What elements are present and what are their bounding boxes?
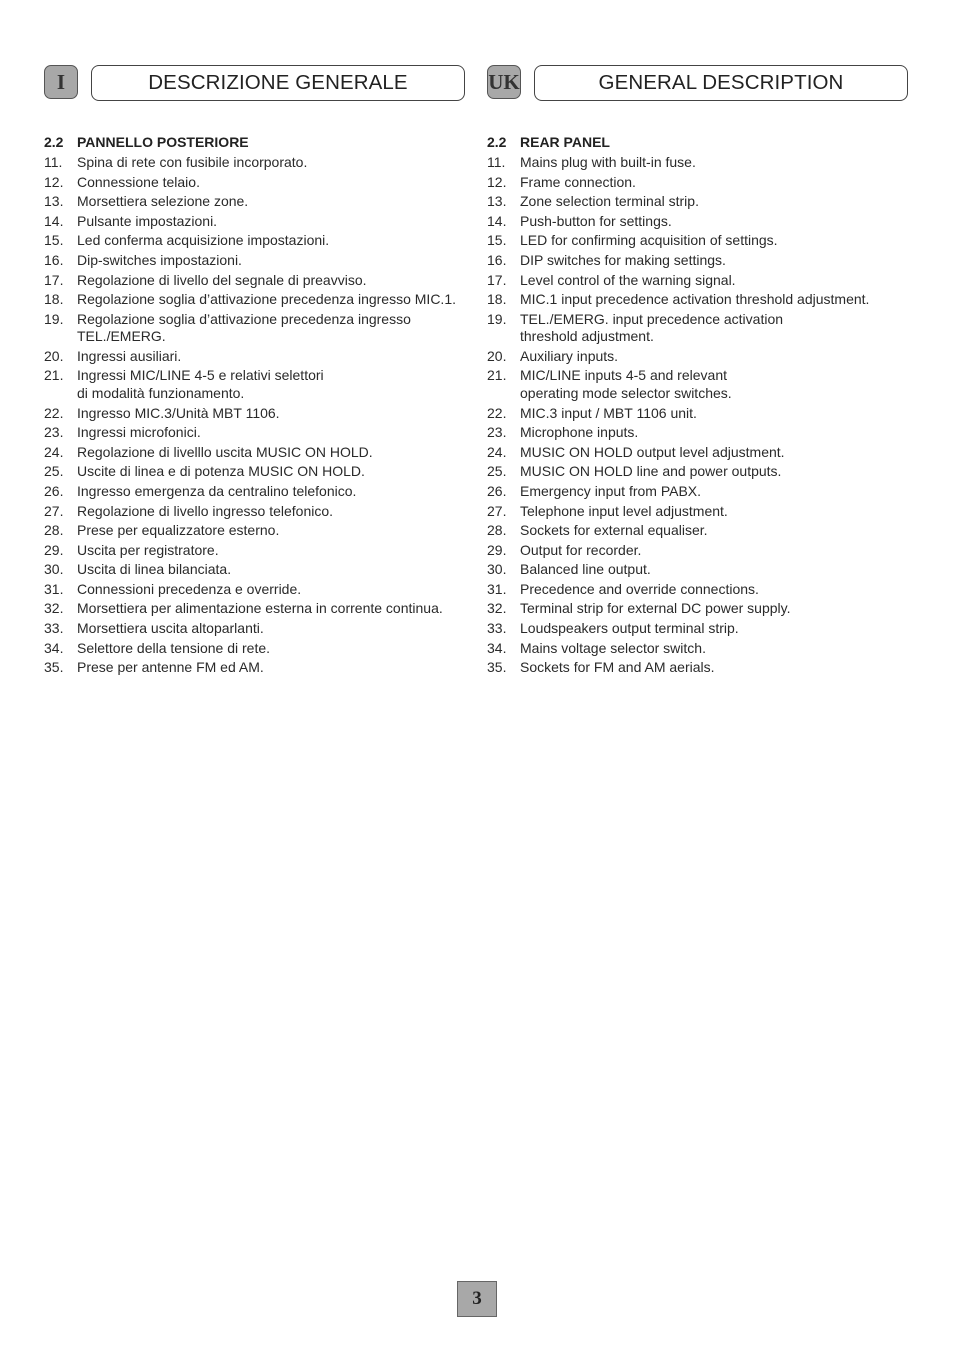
item-number: 19. — [487, 310, 507, 327]
item-text: Spina di rete con fusibile incorporato. — [77, 154, 308, 170]
list-item — [487, 367, 909, 402]
item-text: Balanced line output. — [520, 561, 651, 578]
list-item — [44, 193, 466, 211]
item-text: Regolazione soglia d’attivazione precedenza ingresso MIC.1. — [77, 291, 456, 308]
item-number: 21. — [487, 367, 507, 384]
list-item — [487, 444, 909, 462]
item-number: 12. — [44, 173, 64, 190]
item-text: Terminal strip for external DC power supply. — [520, 600, 791, 617]
item-text: Regolazione soglia d’attivazione precedenza ingresso TEL./EMERG. — [77, 310, 411, 345]
list-item — [44, 213, 466, 231]
list-item — [44, 561, 466, 579]
item-number: 20. — [487, 347, 507, 364]
list-item — [487, 213, 909, 231]
list-item — [44, 522, 466, 540]
list-item — [487, 463, 909, 481]
list-item — [487, 640, 909, 658]
item-number: 35. — [44, 659, 64, 676]
item-number: 27. — [44, 502, 64, 519]
item-number: 14. — [44, 212, 64, 229]
item-number: 26. — [487, 482, 507, 499]
list-item — [487, 581, 909, 599]
item-text: Uscite di linea e di potenza MUSIC ON HOLD. — [77, 463, 365, 480]
item-number: 16. — [44, 251, 64, 268]
subsection-heading-italian — [44, 132, 466, 152]
item-text: Push-button for settings. — [520, 212, 672, 229]
item-number: 18. — [44, 291, 64, 308]
item-text: MIC.3 input / MBT 1106 unit. — [520, 404, 697, 421]
list-item — [487, 252, 909, 270]
item-text: Prese per equalizzatore esterno. — [77, 522, 280, 539]
item-text: Telephone input level adjustment. — [520, 502, 728, 519]
item-number: 17. — [487, 271, 507, 288]
language-badge-english: UK — [487, 65, 521, 99]
item-text: Output for recorder. — [520, 541, 642, 558]
item-text: Loudspeakers output terminal strip. — [520, 620, 739, 637]
list-item — [44, 174, 466, 192]
item-text: Connessioni precedenza e override. — [77, 580, 302, 597]
section-title-english: GENERAL DESCRIPTION — [534, 65, 908, 101]
item-number: 13. — [487, 193, 507, 210]
list-item — [44, 154, 466, 172]
item-text: Precedence and override connections. — [520, 580, 759, 597]
list-item — [44, 367, 466, 402]
item-number: 22. — [44, 404, 64, 421]
item-text: Sockets for external equaliser. — [520, 522, 708, 539]
item-text: MUSIC ON HOLD line and power outputs. — [520, 463, 782, 480]
list-item — [44, 620, 466, 638]
italian-column — [44, 64, 466, 679]
list-item — [487, 311, 909, 346]
item-text: Microphone inputs. — [520, 424, 639, 441]
item-text: Level control of the warning signal. — [520, 271, 736, 288]
item-text: Prese per antenne FM ed AM. — [77, 659, 264, 676]
list-item — [487, 405, 909, 423]
item-text: MIC/LINE inputs 4-5 and relevant operating mode selector switches. — [520, 367, 732, 401]
list-item — [44, 659, 466, 677]
item-number: 23. — [487, 424, 507, 441]
list-item — [487, 232, 909, 250]
item-text: Uscita di linea bilanciata. — [77, 561, 232, 578]
subsection-title: REAR PANEL — [520, 134, 610, 150]
item-text: Regolazione di livelllo uscita MUSIC ON HOLD. — [77, 443, 373, 460]
item-number: 32. — [44, 600, 64, 617]
page-number: 3 — [457, 1281, 497, 1317]
item-number: 31. — [487, 580, 507, 597]
item-number: 33. — [487, 620, 507, 637]
item-number: 34. — [44, 639, 64, 656]
list-item — [487, 600, 909, 618]
item-number: 28. — [44, 522, 64, 539]
section-title-italian: DESCRIZIONE GENERALE — [91, 65, 465, 101]
item-text: Frame connection. — [520, 173, 636, 190]
item-text: Led conferma acquisizione impostazioni. — [77, 232, 330, 249]
item-text: Mains voltage selector switch. — [520, 639, 706, 656]
item-text: TEL./EMERG. input precedence activation threshold adjustment. — [520, 310, 784, 345]
item-text: Ingressi microfonici. — [77, 424, 201, 441]
list-item — [487, 542, 909, 560]
subsection-heading-english — [487, 132, 909, 152]
item-number: 34. — [487, 639, 507, 656]
list-item — [44, 581, 466, 599]
list-item — [487, 483, 909, 501]
italian-header — [44, 64, 466, 102]
list-item — [44, 405, 466, 423]
item-text: Mains plug with built-in fuse. — [520, 154, 696, 170]
item-text: Dip-switches impostazioni. — [77, 251, 242, 268]
language-badge-italian: I — [44, 65, 78, 99]
item-text: DIP switches for making settings. — [520, 251, 726, 268]
item-number: 17. — [44, 271, 64, 288]
list-item — [44, 503, 466, 521]
item-number: 27. — [487, 502, 507, 519]
item-text: MUSIC ON HOLD output level adjustment. — [520, 443, 785, 460]
subsection-number: 2.2 — [487, 134, 507, 150]
item-text: Auxiliary inputs. — [520, 347, 619, 364]
item-number: 12. — [487, 173, 507, 190]
item-number: 28. — [487, 522, 507, 539]
item-text: Pulsante impostazioni. — [77, 212, 218, 229]
item-text: Morsettiera selezione zone. — [77, 193, 249, 210]
item-number: 26. — [44, 482, 64, 499]
item-number: 22. — [487, 404, 507, 421]
subsection-number: 2.2 — [44, 134, 64, 150]
list-item — [487, 154, 909, 172]
list-item — [487, 272, 909, 290]
item-text: Ingresso emergenza da centralino telefonico. — [77, 482, 357, 499]
list-item — [44, 311, 466, 346]
item-number: 29. — [44, 541, 64, 558]
item-number: 21. — [44, 367, 64, 384]
item-text: Ingressi ausiliari. — [77, 347, 182, 364]
item-number: 29. — [487, 541, 507, 558]
list-item — [487, 348, 909, 366]
list-item — [44, 444, 466, 462]
list-item — [487, 424, 909, 442]
item-text: Selettore della tensione di rete. — [77, 639, 271, 656]
list-item — [44, 542, 466, 560]
english-item-list — [487, 154, 909, 677]
item-number: 31. — [44, 580, 64, 597]
item-number: 35. — [487, 659, 507, 676]
item-number: 11. — [44, 154, 63, 170]
item-number: 24. — [44, 443, 64, 460]
list-item — [44, 252, 466, 270]
subsection-title: PANNELLO POSTERIORE — [77, 134, 249, 150]
item-text: Ingressi MIC/LINE 4-5 e relativi selettori di modalità funzionamento. — [77, 367, 324, 401]
list-item — [487, 620, 909, 638]
item-number: 30. — [487, 561, 507, 578]
item-text: Morsettiera per alimentazione esterna in corrente continua. — [77, 600, 443, 617]
item-number: 24. — [487, 443, 507, 460]
item-text: LED for confirming acquisition of settings. — [520, 232, 778, 249]
item-number: 18. — [487, 291, 507, 308]
item-number: 20. — [44, 347, 64, 364]
item-number: 15. — [487, 232, 507, 249]
item-text: MIC.1 input precedence activation threshold adjustment. — [520, 291, 870, 308]
item-number: 25. — [44, 463, 64, 480]
item-number: 19. — [44, 310, 64, 327]
list-item — [487, 522, 909, 540]
item-number: 33. — [44, 620, 64, 637]
list-item — [44, 232, 466, 250]
list-item — [44, 272, 466, 290]
list-item — [44, 463, 466, 481]
item-text: Regolazione di livello ingresso telefonico. — [77, 502, 334, 519]
item-number: 23. — [44, 424, 64, 441]
list-item — [487, 291, 909, 309]
item-number: 25. — [487, 463, 507, 480]
item-text: Zone selection terminal strip. — [520, 193, 699, 210]
list-item — [44, 291, 466, 309]
list-item — [44, 640, 466, 658]
item-text: Morsettiera uscita altoparlanti. — [77, 620, 264, 637]
list-item — [44, 348, 466, 366]
list-item — [44, 424, 466, 442]
list-item — [487, 659, 909, 677]
english-header — [487, 64, 909, 102]
item-number: 14. — [487, 212, 507, 229]
list-item — [44, 483, 466, 501]
list-item — [487, 503, 909, 521]
item-number: 30. — [44, 561, 64, 578]
item-number: 11. — [487, 154, 506, 170]
list-item — [487, 174, 909, 192]
english-column — [487, 64, 909, 679]
list-item — [44, 600, 466, 618]
item-text: Emergency input from PABX. — [520, 482, 702, 499]
item-text: Connessione telaio. — [77, 173, 200, 190]
item-number: 16. — [487, 251, 507, 268]
item-number: 13. — [44, 193, 64, 210]
italian-item-list — [44, 154, 466, 677]
item-text: Uscita per registratore. — [77, 541, 219, 558]
list-item — [487, 193, 909, 211]
item-text: Ingresso MIC.3/Unità MBT 1106. — [77, 404, 280, 421]
item-number: 15. — [44, 232, 64, 249]
item-number: 32. — [487, 600, 507, 617]
item-text: Sockets for FM and AM aerials. — [520, 659, 715, 676]
item-text: Regolazione di livello del segnale di preavviso. — [77, 271, 367, 288]
list-item — [487, 561, 909, 579]
